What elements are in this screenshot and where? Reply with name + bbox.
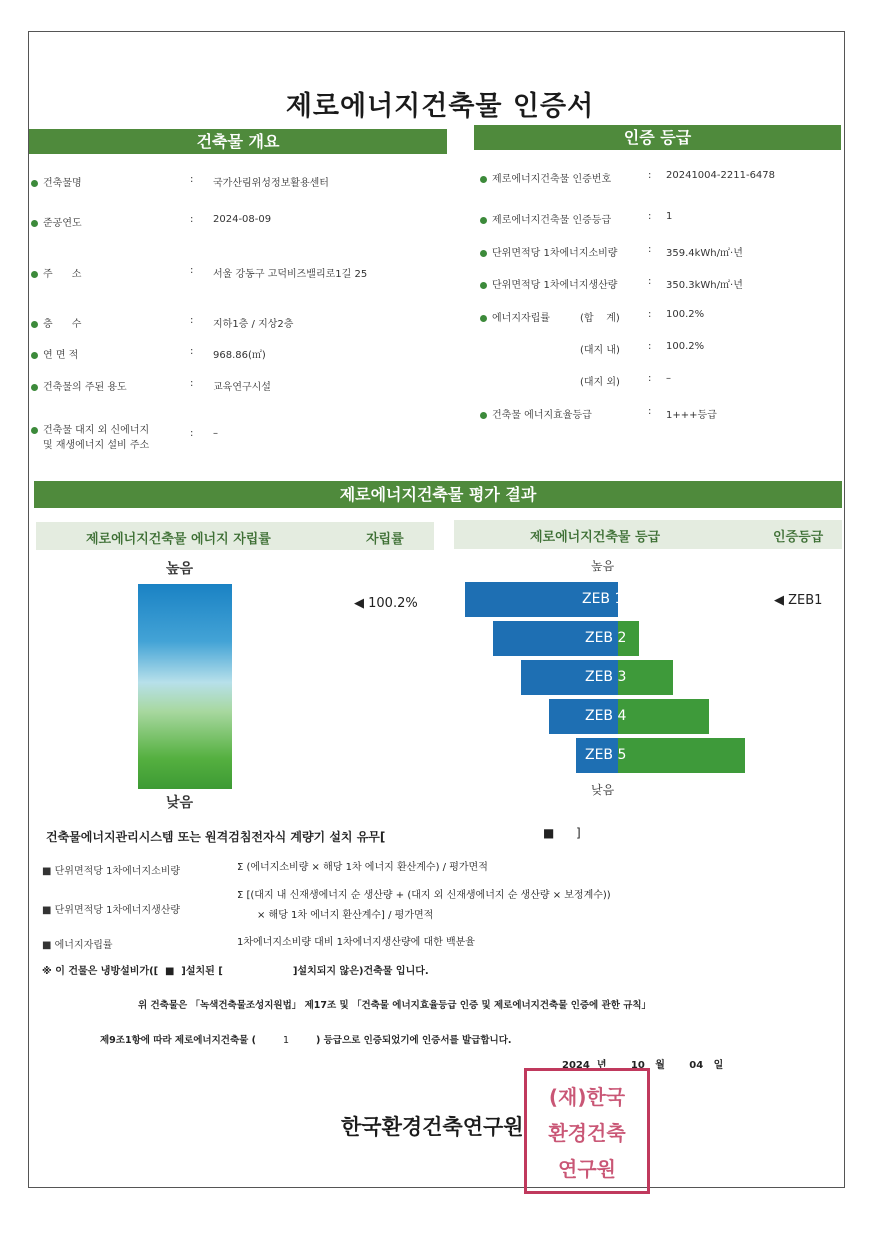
grade-header: 인증 등급 <box>474 125 841 150</box>
zeb-row-3 <box>0 660 880 695</box>
grade-label-self-sufficiency: 에너지자립률 <box>480 309 550 324</box>
energy-production: 350.3kWh/㎡·년 <box>666 280 743 291</box>
formula-label-self-sufficiency: ■ 에너지자립률 <box>42 940 113 951</box>
official-seal: (재)한국 환경건축 연구원 <box>524 1068 650 1194</box>
meter-question: 건축물에너지관리시스템 또는 원격검침전자식 계량기 설치 유무[ <box>46 830 386 844</box>
self-sufficiency-marker: ◀ 100.2% <box>354 596 418 611</box>
statement-line-2: 제9조1항에 따라 제로에너지건축물 ( 1 ) 등급으로 인증되었기에 인증서를 발급합니다. <box>100 1035 512 1046</box>
formula-self-sufficiency: 1차에너지소비량 대비 1차에너지생산량에 대한 백분율 <box>237 937 475 948</box>
self-sufficiency-title: 제로에너지건축물 에너지 자립률 <box>86 532 271 547</box>
zeb-label-3: ZEB 3 <box>585 669 627 685</box>
grade-label-efficiency: 건축물 에너지효율등급 <box>480 406 592 421</box>
self-sufficiency-onsite-label: (대지 내) <box>580 345 620 356</box>
zeb-subheader <box>454 520 842 549</box>
self-sufficiency-offsite: – <box>666 373 671 384</box>
results-header: 제로에너지건축물 평가 결과 <box>34 481 842 508</box>
offsite-address: – <box>213 428 218 439</box>
self-sufficiency-subheader <box>36 522 434 550</box>
building-name: 국가산림위성정보활용센터 <box>213 178 329 189</box>
overview-label-name: 건축물명 <box>31 174 82 189</box>
overview-label-offsite: 건축물 대지 외 신에너지 <box>31 421 149 436</box>
formula-label-consumption: ■ 단위면적당 1차에너지소비량 <box>42 866 181 877</box>
formula-label-production: ■ 단위면적당 1차에너지생산량 <box>42 905 181 916</box>
zeb-label-5: ZEB 5 <box>585 747 627 763</box>
grade-label-production: 단위면적당 1차에너지생산량 <box>480 276 617 291</box>
self-sufficiency-onsite: 100.2% <box>666 341 705 352</box>
zeb-label-1: ZEB 1 <box>582 591 624 607</box>
overview-label-floors: 층 수 <box>31 315 81 330</box>
grade-label-consumption: 단위면적당 1차에너지소비량 <box>480 244 617 259</box>
self-sufficiency-unit: 자립률 <box>366 532 404 547</box>
statement-grade: 1 <box>282 1035 289 1046</box>
cooling-note: ※ 이 건물은 냉방설비가([ ■ ]설치된 [ ]설치되지 않은)건축물 입니다. <box>42 966 429 977</box>
zeb-high-label: 높음 <box>591 559 615 573</box>
issue-date: 2024 년 10 월 04 일 <box>562 1060 724 1071</box>
formula-production: Σ [(대지 내 신재생에너지 순 생산량 + (대지 외 신재생에너지 순 생산량 × 보정계수)) <box>237 890 611 901</box>
zeb-grade-marker: ◀ ZEB1 <box>774 593 823 608</box>
gauge-high-label: 높음 <box>166 561 194 577</box>
overview-label-completion: 준공연도 <box>31 214 82 229</box>
main-use: 교육연구시설 <box>213 382 271 393</box>
floors: 지하1층 / 지상2층 <box>213 319 294 330</box>
zeb-label-2: ZEB 2 <box>585 630 627 646</box>
statement-line-1: 위 건축물은 「녹색건축물조성지원법」 제17조 및 「건축물 에너지효율등급 인증 및 제로에너지건축물 인증에 관한 규칙」 <box>138 1000 652 1011</box>
cooling-installed-mark: ■ <box>165 966 175 977</box>
meter-close-bracket: ] <box>576 826 581 840</box>
self-sufficiency-total: 100.2% <box>666 309 705 320</box>
overview-label-use: 건축물의 주된 용도 <box>31 378 127 393</box>
zeb-title: 제로에너지건축물 등급 <box>530 530 661 545</box>
floor-area: 968.86(㎡) <box>213 350 266 361</box>
zeb-label-4: ZEB 4 <box>585 708 627 724</box>
self-sufficiency-offsite-label: (대지 외) <box>580 377 620 388</box>
zeb-row-1 <box>0 582 880 617</box>
gauge-low-label: 낮음 <box>166 795 194 811</box>
zeb-low-label: 낮음 <box>591 783 615 797</box>
overview-label-address: 주 소 <box>31 265 81 280</box>
grade-label-cert-no: 제로에너지건축물 인증번호 <box>480 170 611 185</box>
address: 서울 강동구 고덕비즈밸리로1길 25 <box>213 269 368 280</box>
completion-date: 2024-08-09 <box>213 214 272 225</box>
meter-check-mark: ■ <box>543 826 555 840</box>
self-sufficiency-total-label: (합 계) <box>580 313 620 324</box>
issuer-name: 한국환경건축연구원 <box>341 1115 524 1139</box>
zeb-row-2 <box>0 621 880 656</box>
cert-grade: 1 <box>666 211 673 222</box>
efficiency-grade: 1+++등급 <box>666 410 717 421</box>
zeb-row-5 <box>0 738 880 773</box>
overview-label-area: 연 면 적 <box>31 346 78 361</box>
cert-number: 20241004-2211-6478 <box>666 170 776 181</box>
page-title: 제로에너지건축물 인증서 <box>285 91 595 122</box>
energy-consumption: 359.4kWh/㎡·년 <box>666 248 743 259</box>
grade-label-cert-grade: 제로에너지건축물 인증등급 <box>480 211 611 226</box>
zeb-row-4 <box>0 699 880 734</box>
formula-consumption: Σ (에너지소비량 × 해당 1차 에너지 환산계수) / 평가면적 <box>237 862 488 873</box>
zeb-unit: 인증등급 <box>773 530 824 545</box>
formula-production-2: × 해당 1차 에너지 환산계수] / 평가면적 <box>257 910 434 921</box>
overview-header: 건축물 개요 <box>29 129 447 154</box>
overview-label-offsite-2: 및 재생에너지 설비 주소 <box>43 440 150 451</box>
